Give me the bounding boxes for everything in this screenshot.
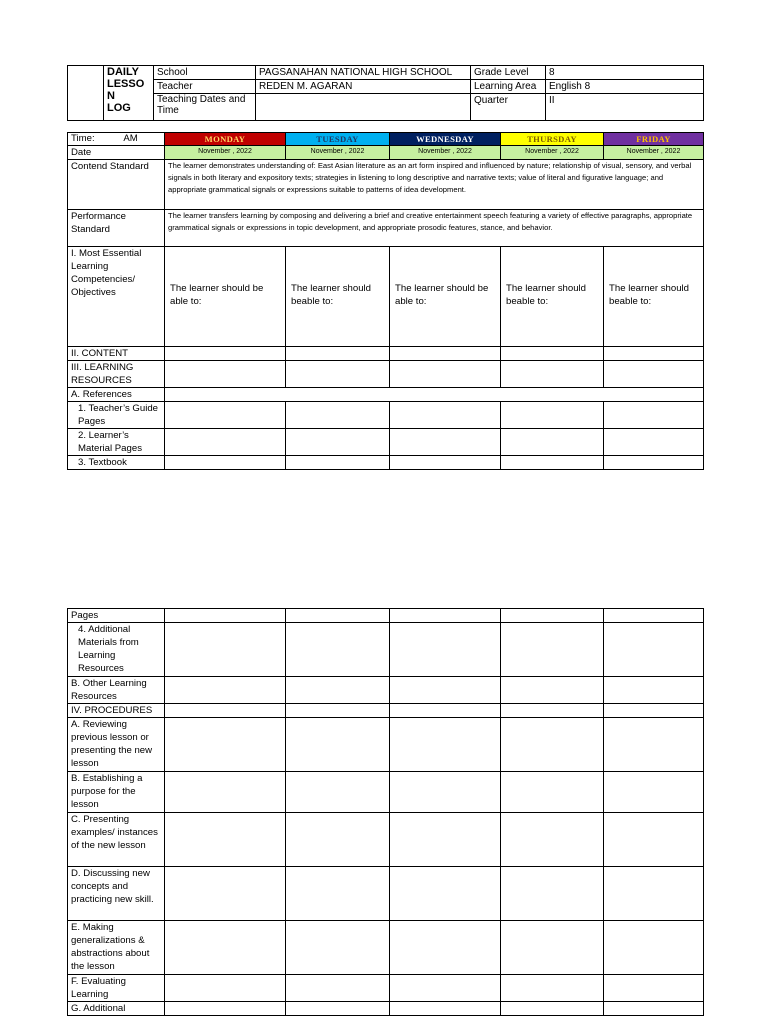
row-cell[interactable] bbox=[286, 609, 390, 623]
objective-thursday bbox=[501, 247, 604, 347]
row-cell[interactable] bbox=[286, 704, 390, 718]
row-cell[interactable] bbox=[390, 456, 501, 470]
table-row bbox=[68, 429, 704, 456]
objective-monday bbox=[165, 247, 286, 347]
date-monday: November , 2022 bbox=[165, 146, 286, 160]
row-cell[interactable] bbox=[501, 772, 604, 813]
quarter-value: II bbox=[546, 94, 704, 121]
row-cell[interactable] bbox=[165, 456, 286, 470]
row-cell[interactable] bbox=[165, 347, 286, 361]
time-label: Time: bbox=[71, 133, 95, 144]
row-label: E. Making generalizations & abstractions about the lesson bbox=[68, 921, 165, 975]
row-cell[interactable] bbox=[501, 456, 604, 470]
row-cell[interactable] bbox=[165, 975, 286, 1002]
row-cell[interactable] bbox=[501, 1002, 604, 1016]
content-standard-text: The learner demonstrates understanding of: East Asian literature as an art form inspired and influenced by nature; relationship of visual, sensory, and verbal signals in both literary and expository texts; strategies in listening to long descriptive and narrative texts; value of literal and figurative language; and appropriate grammatical signals or expressions suitable to patterns of idea development. bbox=[165, 160, 704, 210]
date-tuesday: November , 2022 bbox=[286, 146, 390, 160]
row-cell[interactable] bbox=[390, 772, 501, 813]
row-cell[interactable] bbox=[604, 772, 704, 813]
day-tuesday: TUESDAY bbox=[286, 133, 390, 146]
row-cell[interactable] bbox=[390, 429, 501, 456]
dll-title-line: DAILY bbox=[107, 66, 139, 78]
row-label: Pages bbox=[68, 609, 165, 623]
row-cell[interactable] bbox=[286, 867, 390, 921]
row-label: G. Additional bbox=[68, 1002, 165, 1016]
row-cell[interactable] bbox=[501, 921, 604, 975]
objective-tuesday bbox=[286, 247, 390, 347]
table-row bbox=[68, 867, 704, 921]
table-row bbox=[68, 704, 704, 718]
row-cell[interactable] bbox=[501, 609, 604, 623]
objective-wednesday bbox=[390, 247, 501, 347]
row-cell[interactable] bbox=[165, 429, 286, 456]
row-cell[interactable] bbox=[390, 609, 501, 623]
row-cell[interactable] bbox=[165, 718, 286, 772]
row-cell[interactable] bbox=[604, 1002, 704, 1016]
row-cell[interactable] bbox=[604, 402, 704, 429]
dll-table-page-1 bbox=[67, 132, 704, 470]
time-value: AM bbox=[123, 133, 138, 144]
dates-label: Teaching Dates and Time bbox=[154, 94, 256, 121]
row-label: B. Establishing a purpose for the lesson bbox=[68, 772, 165, 813]
objective-text: The learner should beable to: bbox=[609, 282, 689, 307]
content-standard-label: Contend Standard bbox=[68, 160, 165, 210]
table-row bbox=[68, 677, 704, 704]
day-friday: FRIDAY bbox=[604, 133, 704, 146]
performance-standard-row bbox=[68, 210, 704, 247]
row-cell[interactable] bbox=[501, 704, 604, 718]
table-row bbox=[68, 1002, 704, 1016]
table-row bbox=[68, 623, 704, 677]
row-cell[interactable] bbox=[165, 623, 286, 677]
content-standard-row bbox=[68, 160, 704, 210]
row-cell[interactable] bbox=[286, 921, 390, 975]
day-header-row bbox=[68, 133, 704, 146]
objectives-row bbox=[68, 247, 704, 347]
performance-standard-text: The learner transfers learning by composing and delivering a brief and creative entertainment speech featuring a variety of effective paragraphs, appropriate grammatical signals or expressions in topic development, and appropriate prosodic features, stance, and behavior. bbox=[165, 210, 704, 247]
row-cell[interactable] bbox=[165, 867, 286, 921]
row-cell[interactable] bbox=[604, 921, 704, 975]
row-label: 1. Teacher’s Guide Pages bbox=[68, 402, 165, 429]
table-row bbox=[68, 921, 704, 975]
row-cell[interactable] bbox=[501, 718, 604, 772]
row-cell[interactable] bbox=[286, 623, 390, 677]
row-cell[interactable] bbox=[165, 704, 286, 718]
table-row bbox=[68, 456, 704, 470]
date-row bbox=[68, 146, 704, 160]
row-cell[interactable] bbox=[286, 772, 390, 813]
teacher-label: Teacher bbox=[154, 80, 256, 94]
table-row bbox=[68, 347, 704, 361]
row-label: 4. Additional Materials from Learning Resources bbox=[68, 623, 165, 677]
row-label: F. Evaluating Learning bbox=[68, 975, 165, 1002]
row-cell[interactable] bbox=[286, 361, 390, 388]
row-cell[interactable] bbox=[165, 361, 286, 388]
row-cell[interactable] bbox=[604, 623, 704, 677]
row-cell[interactable] bbox=[390, 921, 501, 975]
dll-title-line: LESSO bbox=[107, 78, 145, 90]
grade-label: Grade Level bbox=[471, 66, 546, 80]
area-label: Learning Area bbox=[471, 80, 546, 94]
row-cell[interactable] bbox=[604, 718, 704, 772]
row-cell[interactable] bbox=[390, 361, 501, 388]
table-row bbox=[68, 772, 704, 813]
row-cell[interactable] bbox=[604, 361, 704, 388]
table-row bbox=[68, 975, 704, 1002]
row-label: II. CONTENT bbox=[68, 347, 165, 361]
row-cell[interactable] bbox=[390, 704, 501, 718]
row-cell[interactable] bbox=[501, 347, 604, 361]
grade-value: 8 bbox=[546, 66, 704, 80]
row-cell[interactable] bbox=[286, 813, 390, 867]
row-cell[interactable] bbox=[604, 704, 704, 718]
table-row bbox=[68, 361, 704, 388]
row-cell[interactable] bbox=[390, 813, 501, 867]
row-cell[interactable] bbox=[286, 718, 390, 772]
row-cell[interactable] bbox=[501, 813, 604, 867]
row-cell[interactable] bbox=[165, 921, 286, 975]
objective-text: The learner should beable to: bbox=[291, 282, 371, 307]
teacher-value: REDEN M. AGARAN bbox=[256, 80, 471, 94]
row-cell[interactable] bbox=[390, 1002, 501, 1016]
time-cell bbox=[68, 133, 165, 146]
date-wednesday: November , 2022 bbox=[390, 146, 501, 160]
row-cell[interactable] bbox=[604, 347, 704, 361]
dll-title bbox=[104, 66, 154, 121]
row-cell[interactable] bbox=[604, 813, 704, 867]
performance-standard-label: Performance Standard bbox=[68, 210, 165, 247]
row-cell[interactable] bbox=[390, 718, 501, 772]
dll-title-line: N bbox=[107, 90, 115, 102]
row-label: III. LEARNING RESOURCES bbox=[68, 361, 165, 388]
row-cell[interactable] bbox=[604, 867, 704, 921]
row-cell[interactable] bbox=[165, 388, 704, 402]
row-cell[interactable] bbox=[165, 609, 286, 623]
row-cell[interactable] bbox=[501, 867, 604, 921]
row-label: B. Other Learning Resources bbox=[68, 677, 165, 704]
dll-header-table bbox=[67, 65, 704, 121]
day-monday: MONDAY bbox=[165, 133, 286, 146]
row-label: D. Discussing new concepts and practicing new skill. bbox=[68, 867, 165, 921]
table-row bbox=[68, 402, 704, 429]
row-cell[interactable] bbox=[286, 402, 390, 429]
row-cell[interactable] bbox=[604, 677, 704, 704]
row-cell[interactable] bbox=[165, 772, 286, 813]
row-cell[interactable] bbox=[286, 429, 390, 456]
date-friday: November , 2022 bbox=[604, 146, 704, 160]
date-thursday: November , 2022 bbox=[501, 146, 604, 160]
school-label: School bbox=[154, 66, 256, 80]
row-cell[interactable] bbox=[165, 1002, 286, 1016]
row-label: A. References bbox=[68, 388, 165, 402]
dll-table-page-2 bbox=[67, 608, 704, 1016]
header-blank-cell bbox=[68, 66, 104, 121]
dll-title-line: LOG bbox=[107, 102, 131, 114]
row-cell[interactable] bbox=[286, 677, 390, 704]
row-label: IV. PROCEDURES bbox=[68, 704, 165, 718]
row-cell[interactable] bbox=[604, 975, 704, 1002]
row-cell[interactable] bbox=[286, 1002, 390, 1016]
objectives-label: I. Most Essential Learning Competencies/ Objectives bbox=[68, 247, 165, 347]
row-cell[interactable] bbox=[604, 609, 704, 623]
row-cell[interactable] bbox=[390, 402, 501, 429]
row-cell[interactable] bbox=[501, 429, 604, 456]
row-cell[interactable] bbox=[501, 402, 604, 429]
row-label: 2. Learner’s Material Pages bbox=[68, 429, 165, 456]
table-row bbox=[68, 813, 704, 867]
table-row bbox=[68, 388, 704, 402]
table-row bbox=[68, 718, 704, 772]
area-value: English 8 bbox=[546, 80, 704, 94]
row-cell[interactable] bbox=[286, 347, 390, 361]
table-row bbox=[68, 609, 704, 623]
row-cell[interactable] bbox=[501, 677, 604, 704]
row-cell[interactable] bbox=[286, 975, 390, 1002]
row-label: 3. Textbook bbox=[68, 456, 165, 470]
day-thursday: THURSDAY bbox=[501, 133, 604, 146]
row-cell[interactable] bbox=[165, 813, 286, 867]
objective-text: The learner should beable to: bbox=[506, 282, 586, 307]
row-cell[interactable] bbox=[390, 347, 501, 361]
row-cell[interactable] bbox=[501, 975, 604, 1002]
objective-friday bbox=[604, 247, 704, 347]
day-wednesday: WEDNESDAY bbox=[390, 133, 501, 146]
row-label: C. Presenting examples/ instances of the new lesson bbox=[68, 813, 165, 867]
dates-value bbox=[256, 94, 471, 121]
row-cell[interactable] bbox=[390, 623, 501, 677]
row-cell[interactable] bbox=[501, 361, 604, 388]
row-cell[interactable] bbox=[501, 623, 604, 677]
objective-text: The learner should be able to: bbox=[395, 282, 489, 307]
row-cell[interactable] bbox=[165, 402, 286, 429]
row-cell[interactable] bbox=[604, 456, 704, 470]
quarter-label: Quarter bbox=[471, 94, 546, 121]
objective-text: The learner should be able to: bbox=[170, 282, 264, 307]
row-cell[interactable] bbox=[286, 456, 390, 470]
row-cell[interactable] bbox=[390, 975, 501, 1002]
date-label: Date bbox=[68, 146, 165, 160]
row-cell[interactable] bbox=[390, 677, 501, 704]
row-cell[interactable] bbox=[604, 429, 704, 456]
row-label: A. Reviewing previous lesson or presenting the new lesson bbox=[68, 718, 165, 772]
school-value: PAGSANAHAN NATIONAL HIGH SCHOOL bbox=[256, 66, 471, 80]
row-cell[interactable] bbox=[390, 867, 501, 921]
row-cell[interactable] bbox=[165, 677, 286, 704]
